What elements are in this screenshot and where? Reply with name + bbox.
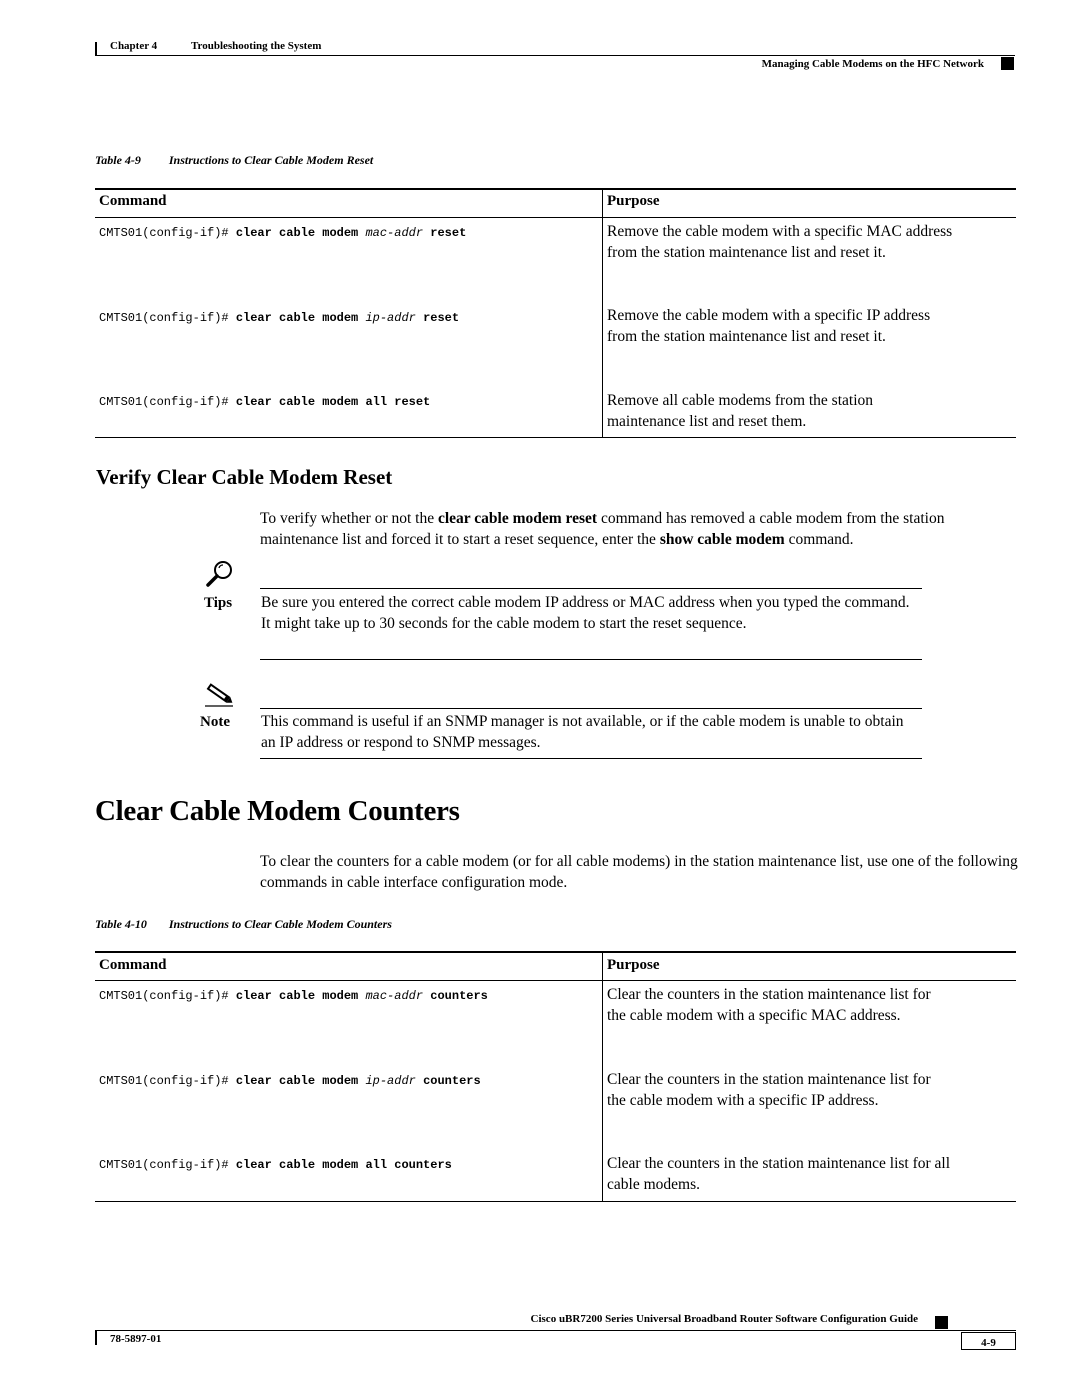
tips-text: Be sure you entered the correct cable modem IP address or MAC address when you typed the command. It might take up to 30 seconds for the cable modem to start the reset sequence. <box>261 594 910 632</box>
header-square-marker <box>1001 57 1014 70</box>
table2-row2-command: CMTS01(config-if)# clear cable modem ip-addr counters <box>99 1074 481 1088</box>
table1-row1-command: CMTS01(config-if)# clear cable modem mac-addr reset <box>99 226 467 240</box>
footer-doc-number: 78-5897-01 <box>110 1333 162 1345</box>
counters-paragraph: To clear the counters for a cable modem (or for all cable modems) in the station maintenance list, use one of the following commands in cable interface configuration mode. <box>260 853 1018 891</box>
table1-row2-purpose: Remove the cable modem with a specific IP address from the station maintenance list and reset it. <box>607 307 931 345</box>
footer-page-number: 4-9 <box>981 1337 996 1349</box>
table1-row3-purpose: Remove all cable modems from the station maintenance list and reset them. <box>607 392 874 430</box>
table2-row2-purpose: Clear the counters in the station maintenance list for the cable modem with a specific IP address. <box>607 1071 931 1109</box>
tips-top-rule <box>260 588 922 589</box>
footer-rule <box>95 1330 1016 1331</box>
table1-row2-command: CMTS01(config-if)# clear cable modem ip-addr reset <box>99 311 460 325</box>
note-text: This command is useful if an SNMP manager is not available, or if the cable modem is unable to obtain an IP address or respond to SNMP messages. <box>261 713 904 751</box>
table2-col-divider <box>602 951 603 1201</box>
header-left-bar <box>95 42 97 55</box>
table2-col-command: Command <box>99 957 167 973</box>
table1-bottom-rule <box>95 437 1016 438</box>
pencil-note-icon <box>203 680 235 710</box>
header-chapter-title: Troubleshooting the System <box>191 40 322 52</box>
table1-col-purpose: Purpose <box>607 193 660 209</box>
table1-col-command: Command <box>99 193 167 209</box>
table2-row3-command: CMTS01(config-if)# clear cable modem all counters <box>99 1158 452 1172</box>
table1-head-rule <box>95 217 1016 218</box>
footer-guide-title: Cisco uBR7200 Series Universal Broadband Router Software Configuration Guide <box>530 1313 918 1325</box>
table1-row1-purpose: Remove the cable modem with a specific MAC address from the station maintenance list and reset it. <box>607 223 953 261</box>
magnifier-icon <box>205 560 235 588</box>
table1-row3-command: CMTS01(config-if)# clear cable modem all reset <box>99 395 431 409</box>
table2-row1-purpose: Clear the counters in the station maintenance list for the cable modem with a specific MAC address. <box>607 986 931 1024</box>
note-label: Note <box>200 714 230 730</box>
note-bottom-rule <box>260 758 922 759</box>
table2-col-purpose: Purpose <box>607 957 660 973</box>
verify-paragraph: To verify whether or not the clear cable modem reset command has removed a cable modem from the station maintenance list and forced it to start a reset sequence, enter the show cable modem command. <box>260 510 945 548</box>
table2-row1-command: CMTS01(config-if)# clear cable modem mac-addr counters <box>99 989 488 1003</box>
table2-row3-purpose: Clear the counters in the station maintenance list for all cable modems. <box>607 1155 951 1193</box>
footer-square-marker <box>935 1316 948 1329</box>
tips-bottom-rule <box>260 659 922 660</box>
footer-left-bar <box>95 1330 97 1345</box>
header-rule <box>95 55 1015 56</box>
counters-heading: Clear Cable Modem Counters <box>95 795 460 827</box>
footer-page-number-box <box>961 1332 1016 1350</box>
note-top-rule <box>260 708 922 709</box>
verify-heading: Verify Clear Cable Modem Reset <box>96 465 393 489</box>
header-section-title: Managing Cable Modems on the HFC Network <box>761 58 984 70</box>
header-chapter-label: Chapter 4 <box>110 40 158 52</box>
table2-bottom-rule <box>95 1201 1016 1202</box>
table1-col-divider <box>602 188 603 437</box>
table2-head-rule <box>95 980 1016 981</box>
table2-caption: Table 4-10 Instructions to Clear Cable Modem Counters <box>95 917 392 931</box>
tips-label: Tips <box>204 595 233 611</box>
table1-caption: Table 4-9 Instructions to Clear Cable Modem Reset <box>95 153 374 167</box>
table2-top-rule <box>95 951 1016 953</box>
table1-top-rule <box>95 188 1016 190</box>
